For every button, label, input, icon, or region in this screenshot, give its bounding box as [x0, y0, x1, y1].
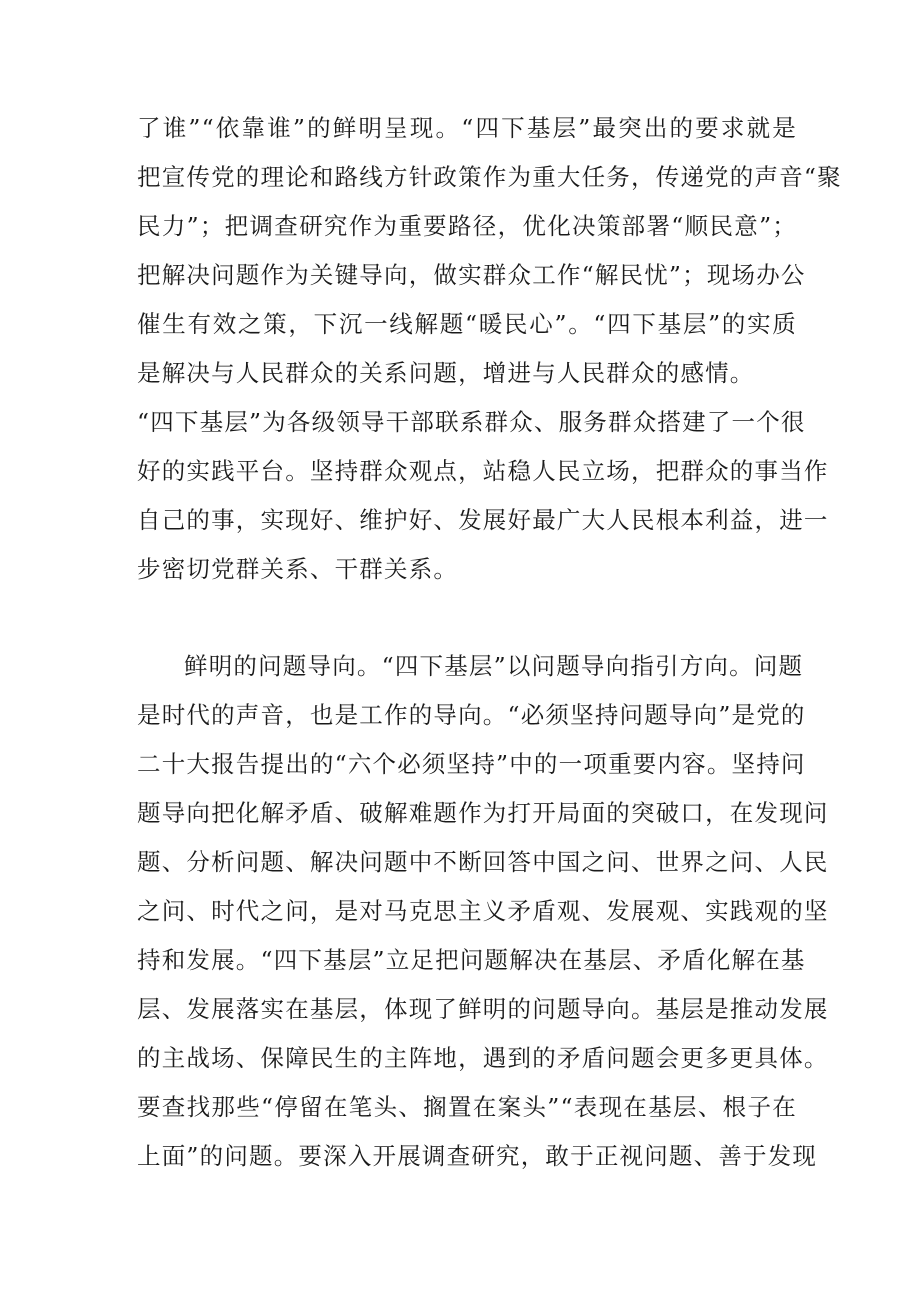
text-line: 要查找那些“停留在笔头、搁置在案头”“表现在基层、根子在 [137, 1093, 797, 1121]
text-line: 自己的事，实现好、维护好、发展好最广大人民根本利益，进一 [137, 506, 829, 534]
text-line: 民力”；把调查研究作为重要路径，优化决策部署“顺民意”； [137, 212, 797, 240]
text-line: 了谁”“依靠谁”的鲜明呈现。“四下基层”最突出的要求就是 [137, 114, 797, 142]
text-line: 之问、时代之问，是对马克思主义矛盾观、发展观、实践观的坚 [137, 897, 829, 925]
text-line: 层、发展落实在基层，体现了鲜明的问题导向。基层是推动发展 [137, 995, 829, 1023]
paragraph-first-line: 鲜明的问题导向。“四下基层”以问题导向指引方向。问题 [184, 652, 804, 680]
text-line: 上面”的问题。要深入开展调查研究，敢于正视问题、善于发现 [137, 1142, 818, 1170]
text-line: 是时代的声音，也是工作的导向。“必须坚持问题导向”是党的 [137, 701, 806, 729]
text-line: 催生有效之策，下沉一线解题“暖民心”。“四下基层”的实质 [137, 310, 797, 338]
text-line: 把宣传党的理论和路线方针政策作为重大任务，传递党的声音“聚 [137, 163, 842, 191]
text-line: 步密切党群关系、干群关系。 [137, 555, 459, 583]
text-line: “四下基层”为各级领导干部联系群众、服务群众搭建了一个很 [137, 408, 806, 436]
text-line: 是解决与人民群众的关系问题，增进与人民群众的感情。 [137, 359, 755, 387]
text-line: 题、分析问题、解决问题中不断回答中国之问、世界之问、人民 [137, 848, 829, 876]
text-line: 好的实践平台。坚持群众观点，站稳人民立场，把群众的事当作 [137, 457, 829, 485]
text-line: 题导向把化解矛盾、破解难题作为打开局面的突破口，在发现问 [137, 799, 829, 827]
text-line: 的主战场、保障民生的主阵地，遇到的矛盾问题会更多更具体。 [137, 1044, 829, 1072]
text-line: 二十大报告提出的“六个必须坚持”中的一项重要内容。坚持问 [137, 750, 806, 778]
text-line: 持和发展。“四下基层”立足把问题解决在基层、矛盾化解在基 [137, 946, 806, 974]
text-line: 把解决问题作为关键导向，做实群众工作“解民忧”；现场办公 [137, 261, 806, 289]
